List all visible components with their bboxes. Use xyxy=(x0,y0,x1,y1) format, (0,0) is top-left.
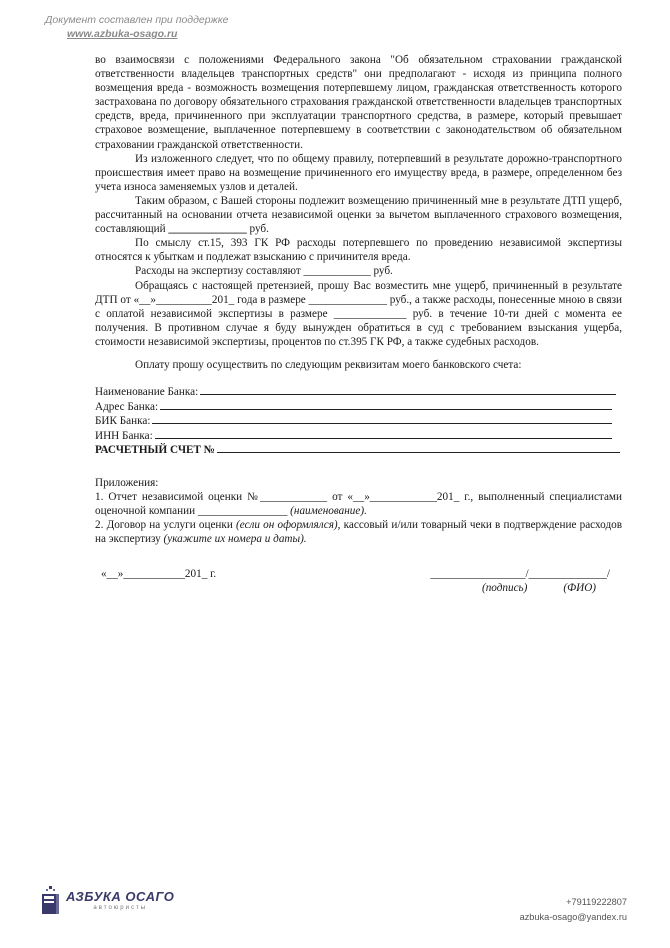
bank-inn-row xyxy=(95,427,622,442)
bank-inn-label: ИНН Банка: xyxy=(95,429,153,442)
contact-phone[interactable]: +79119222807 xyxy=(566,897,627,907)
damage-text: Таким образом, с Вашей стороны подлежит возмещению причиненный мне в результате ДТП ущерб, рассчитанный на основании отчета независимой оценки за вычетом выплаченного страхового возмещения, составляющий xyxy=(95,194,622,236)
bank-bik-row xyxy=(95,412,622,427)
bank-bik-label: БИК Банка: xyxy=(95,415,151,428)
book-icon xyxy=(40,884,62,916)
brand-logo xyxy=(40,884,174,916)
site-link[interactable]: www.azbuka-osago.ru xyxy=(67,28,178,40)
signature-line[interactable]: _________________/______________/ xyxy=(430,567,610,580)
attachment-2-start: 2. Договор на услуги оценки xyxy=(95,519,233,532)
contact-email[interactable]: azbuka-osago@yandex.ru xyxy=(519,912,627,922)
damage-amount-blank[interactable]: ______________ xyxy=(168,223,247,236)
paragraph-expertise-law: По смыслу ст.15, 393 ГК РФ расходы потерпевшего по проведению независимой экспертизы относятся к убыткам и подлежат взысканию с причинителя вреда. xyxy=(95,237,622,264)
expertise-cost-currency: руб. xyxy=(373,265,393,278)
bank-address-field[interactable] xyxy=(160,398,612,410)
bank-bik-field[interactable] xyxy=(152,412,612,424)
account-field[interactable] xyxy=(217,441,620,453)
signature-date[interactable]: «__»___________201_ г. xyxy=(101,567,217,580)
logo-title: АЗБУКА ОСАГО xyxy=(66,889,175,904)
support-text: Документ составлен при поддержке xyxy=(45,14,229,26)
expertise-cost-blank[interactable]: ____________ xyxy=(303,265,371,278)
name-caption: (ФИО) xyxy=(563,581,596,594)
paragraph-law: во взаимосвязи с положениями Федерального закона "Об обязательном страховании гражданской ответственности владельцев транспортных средств" они предполагают - исходя из принципа полного возмещения вреда - возможность возмещения потерпевшему лицом, гражданская ответственность которого застрахована по договору обязательного страхования гражданской ответственности владельцев транспортных средств, вреда, причиненного при эксплуатации транспортного средства, в размере, который превышает страховое возмещение, выплаченное потерпевшему в соответствии с законодательством об обязательном страховании гражданской ответственности. xyxy=(95,54,622,151)
bank-name-row xyxy=(95,383,622,398)
attachment-2-note-1: (если он оформлялся) xyxy=(236,519,338,532)
bank-inn-field[interactable] xyxy=(155,427,612,439)
bank-name-field[interactable] xyxy=(200,383,616,395)
account-row xyxy=(95,441,622,456)
contacts xyxy=(520,895,627,925)
expertise-cost-text: Расходы на экспертизу составляют xyxy=(135,265,301,278)
support-header xyxy=(45,13,229,41)
attachment-2-mid: , кассовый и/или товарный чеки в подтверждение расходов на экспертизу xyxy=(95,519,623,546)
paragraph-damage xyxy=(95,194,622,236)
paragraph-payment: Оплату прошу осуществить по следующим реквизитам моего банковского счета: xyxy=(135,358,522,371)
bank-name-label: Наименование Банка: xyxy=(95,386,199,399)
signature-caption: (подпись) xyxy=(481,581,528,594)
signature-captions xyxy=(95,581,622,595)
logo-subtitle: автоюристы xyxy=(93,905,148,911)
bank-address-label: Адрес Банка: xyxy=(95,400,159,413)
attachment-1-note: (наименование). xyxy=(290,505,367,518)
account-label: РАСЧЕТНЫЙ СЧЕТ № xyxy=(95,444,216,457)
attachment-2-note-2: (укажите их номера и даты). xyxy=(163,533,307,546)
paragraph-expertise-cost xyxy=(95,264,622,278)
claim-document xyxy=(95,53,622,595)
paragraph-request: Обращаясь с настоящей претензией, прошу Вас возместить мне ущерб, причиненный в результате ДТП от «__»__________201_ года в размере ______________ руб., а также расходы, понесенные мною в связи с оплатой независимой экспертизы в размере _____________ руб. в течение 10-ти дней с момента ее получения. В противном случае я буду вынужден обратиться в суд с требованием взыскания ущерба, стоимости независимой экспертизы, процентов по ст.395 ГК РФ, а также судебных расходов. xyxy=(95,279,622,348)
attachment-1 xyxy=(95,490,622,518)
attachment-2 xyxy=(95,518,622,546)
bank-address-row xyxy=(95,398,622,413)
damage-currency: руб. xyxy=(249,223,269,236)
attachments-title: Приложения: xyxy=(95,477,159,490)
signature-block xyxy=(95,567,622,581)
paragraph-conclusion: Из изложенного следует, что по общему правилу, потерпевший в результате дорожно-транспортного происшествия имеет право на возмещение причиненного его имуществу вреда, в размере, определенном без учета износа заменяемых узлов и деталей. xyxy=(95,152,622,193)
attachment-1-text: 1. Отчет независимой оценки №____________ от «__»____________201_ г., выполненный специалистами оценочной компании ________________ xyxy=(95,491,622,518)
